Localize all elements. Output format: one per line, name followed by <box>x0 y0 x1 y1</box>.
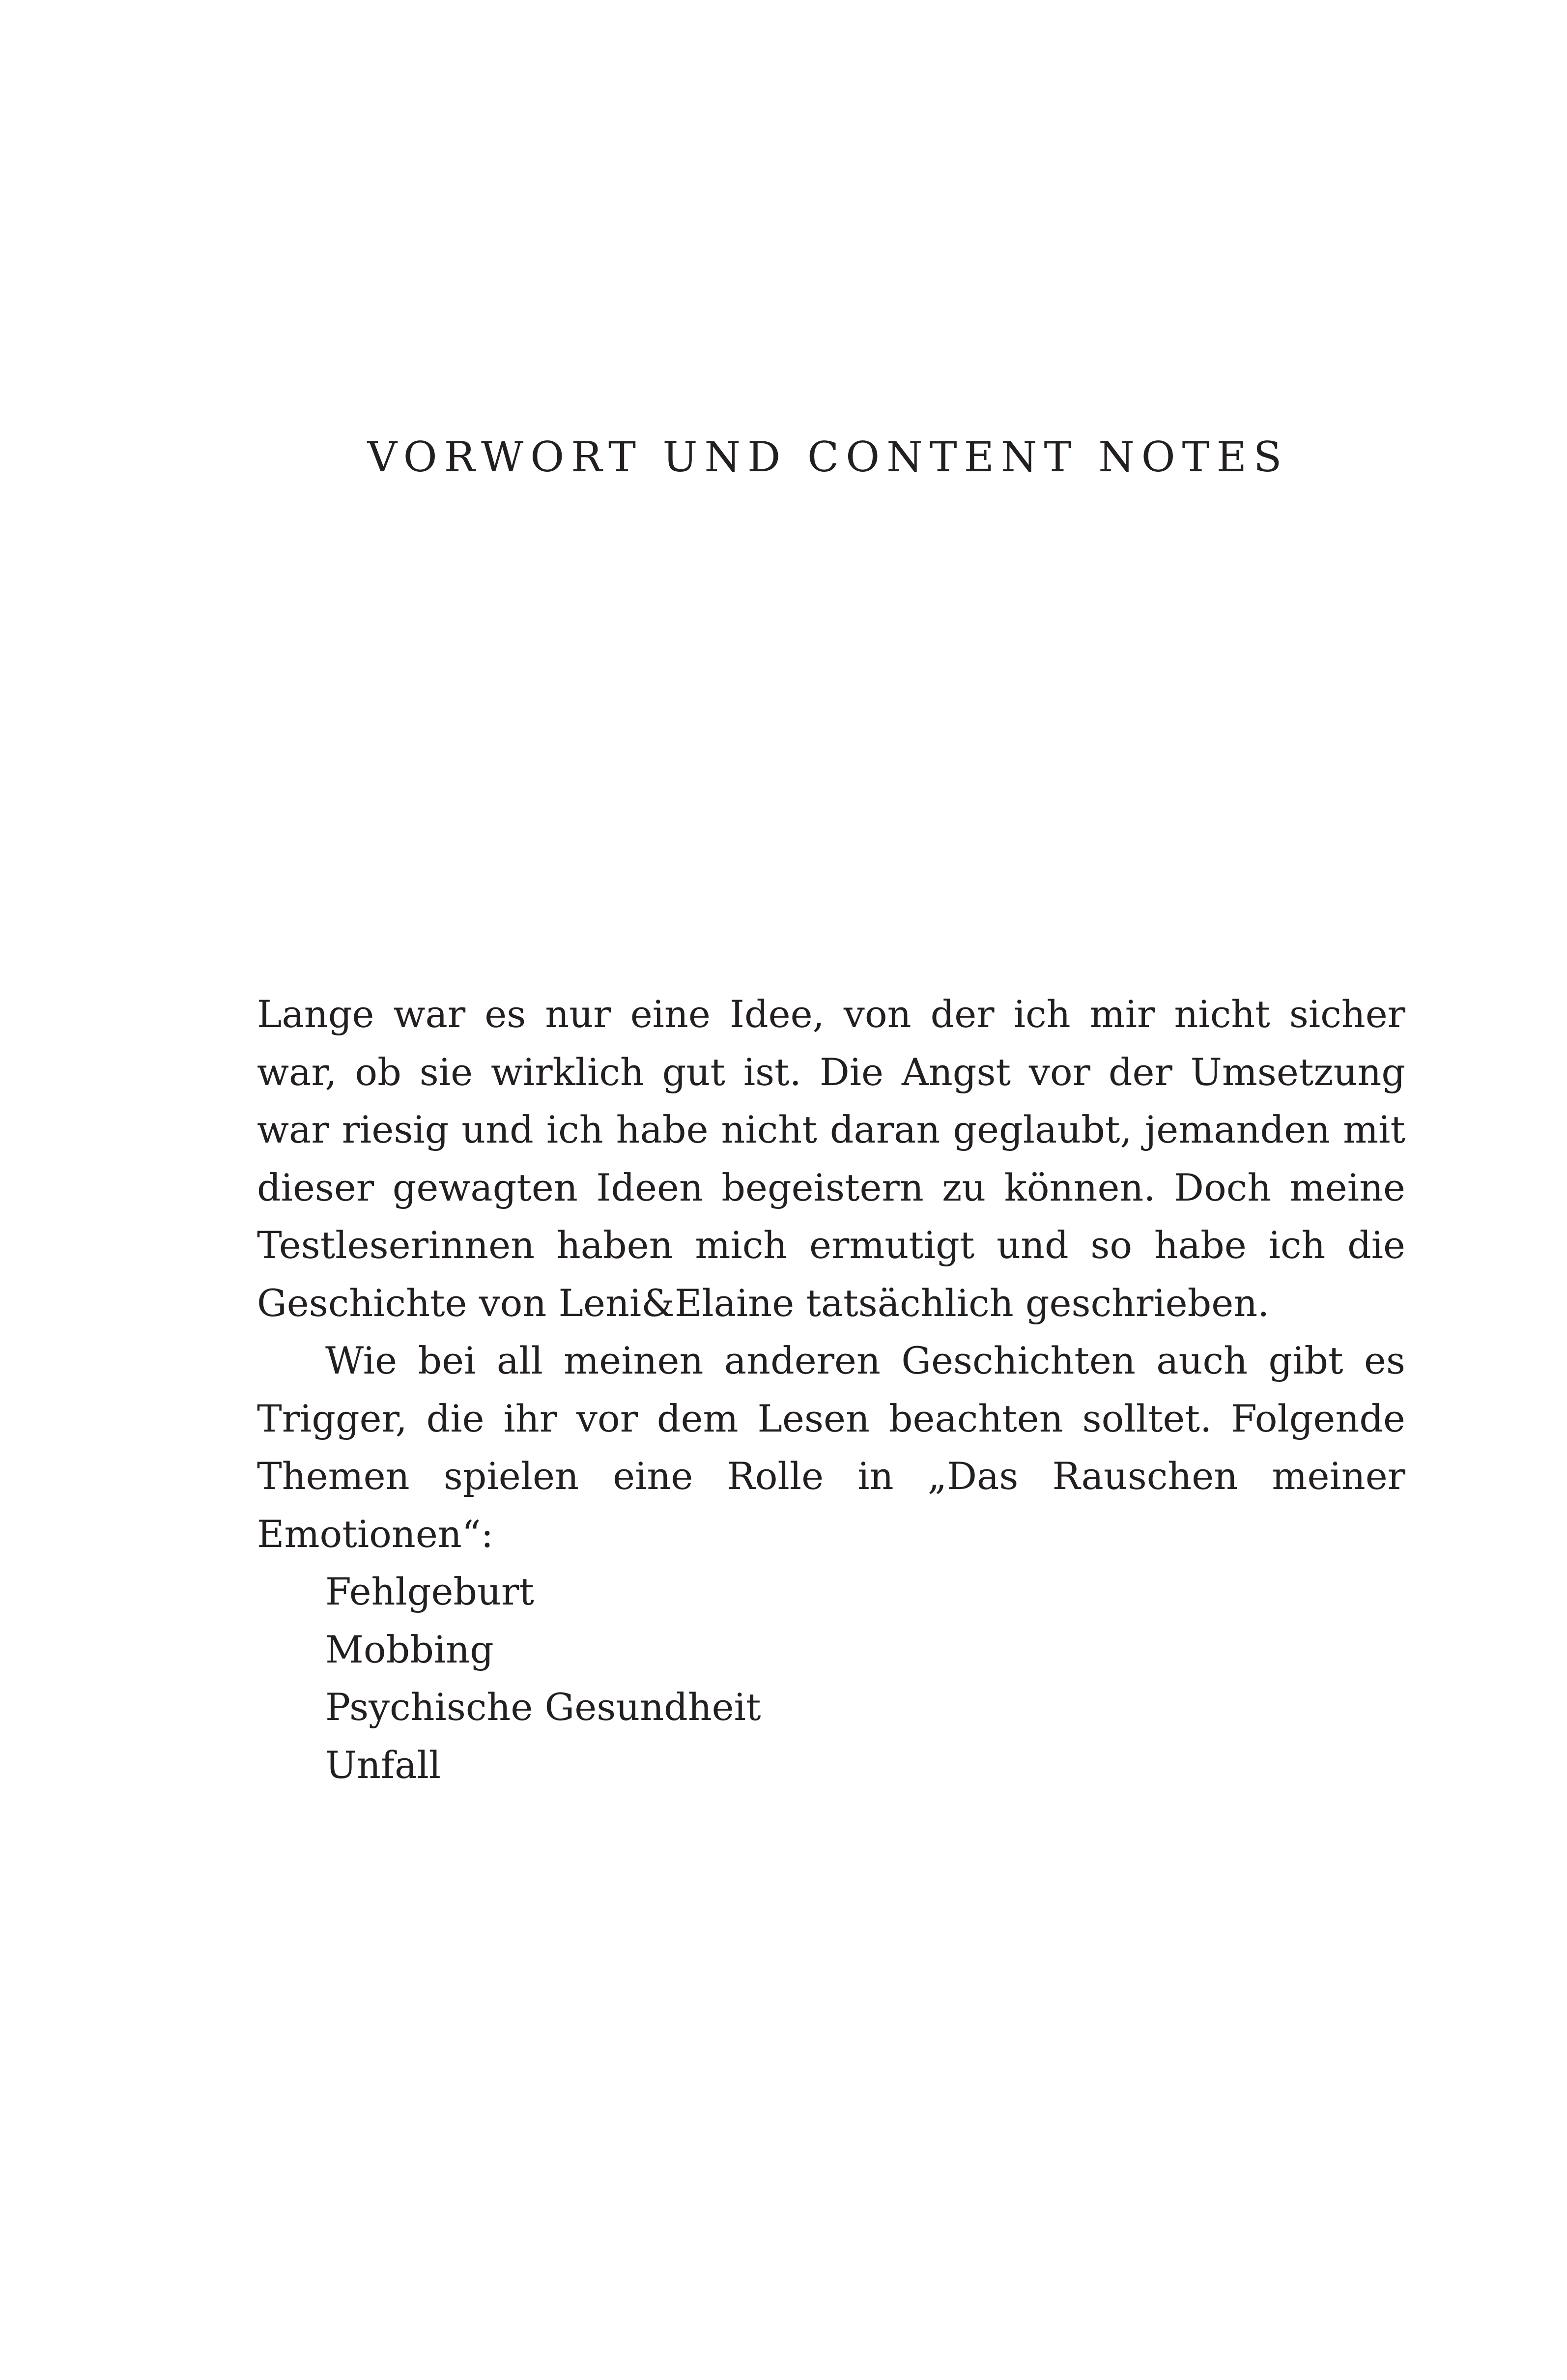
paragraph-triggers: Wie bei all meinen anderen Geschichten auch gibt es Trigger, die ihr vor dem Lesen beachten solltet. Folgende Themen spielen eine Rolle in „Das Rauschen meiner Emotionen“: <box>257 1339 1405 1556</box>
chapter-heading: VORWORT UND CONTENT NOTES <box>367 433 1289 481</box>
trigger-item-psychische-gesundheit: Psychische Gesundheit <box>325 1685 761 1729</box>
trigger-list <box>257 1563 1405 1794</box>
trigger-item-fehlgeburt: Fehlgeburt <box>325 1570 534 1613</box>
paragraph-intro: Lange war es nur eine Idee, von der ich mir nicht sicher war, ob sie wirklich gut ist. Die Angst vor der Umsetzung war riesig und ich habe nicht daran geglaubt, jemanden mit dieser gewagten Ideen begeistern zu können. Doch meine Testleserinnen haben mich ermutigt und so habe ich die Geschichte von Leni&Elaine tatsächlich geschrieben. <box>257 992 1405 1325</box>
trigger-item-unfall: Unfall <box>325 1743 441 1787</box>
trigger-item-mobbing: Mobbing <box>325 1627 494 1671</box>
body-text <box>257 985 1405 1794</box>
